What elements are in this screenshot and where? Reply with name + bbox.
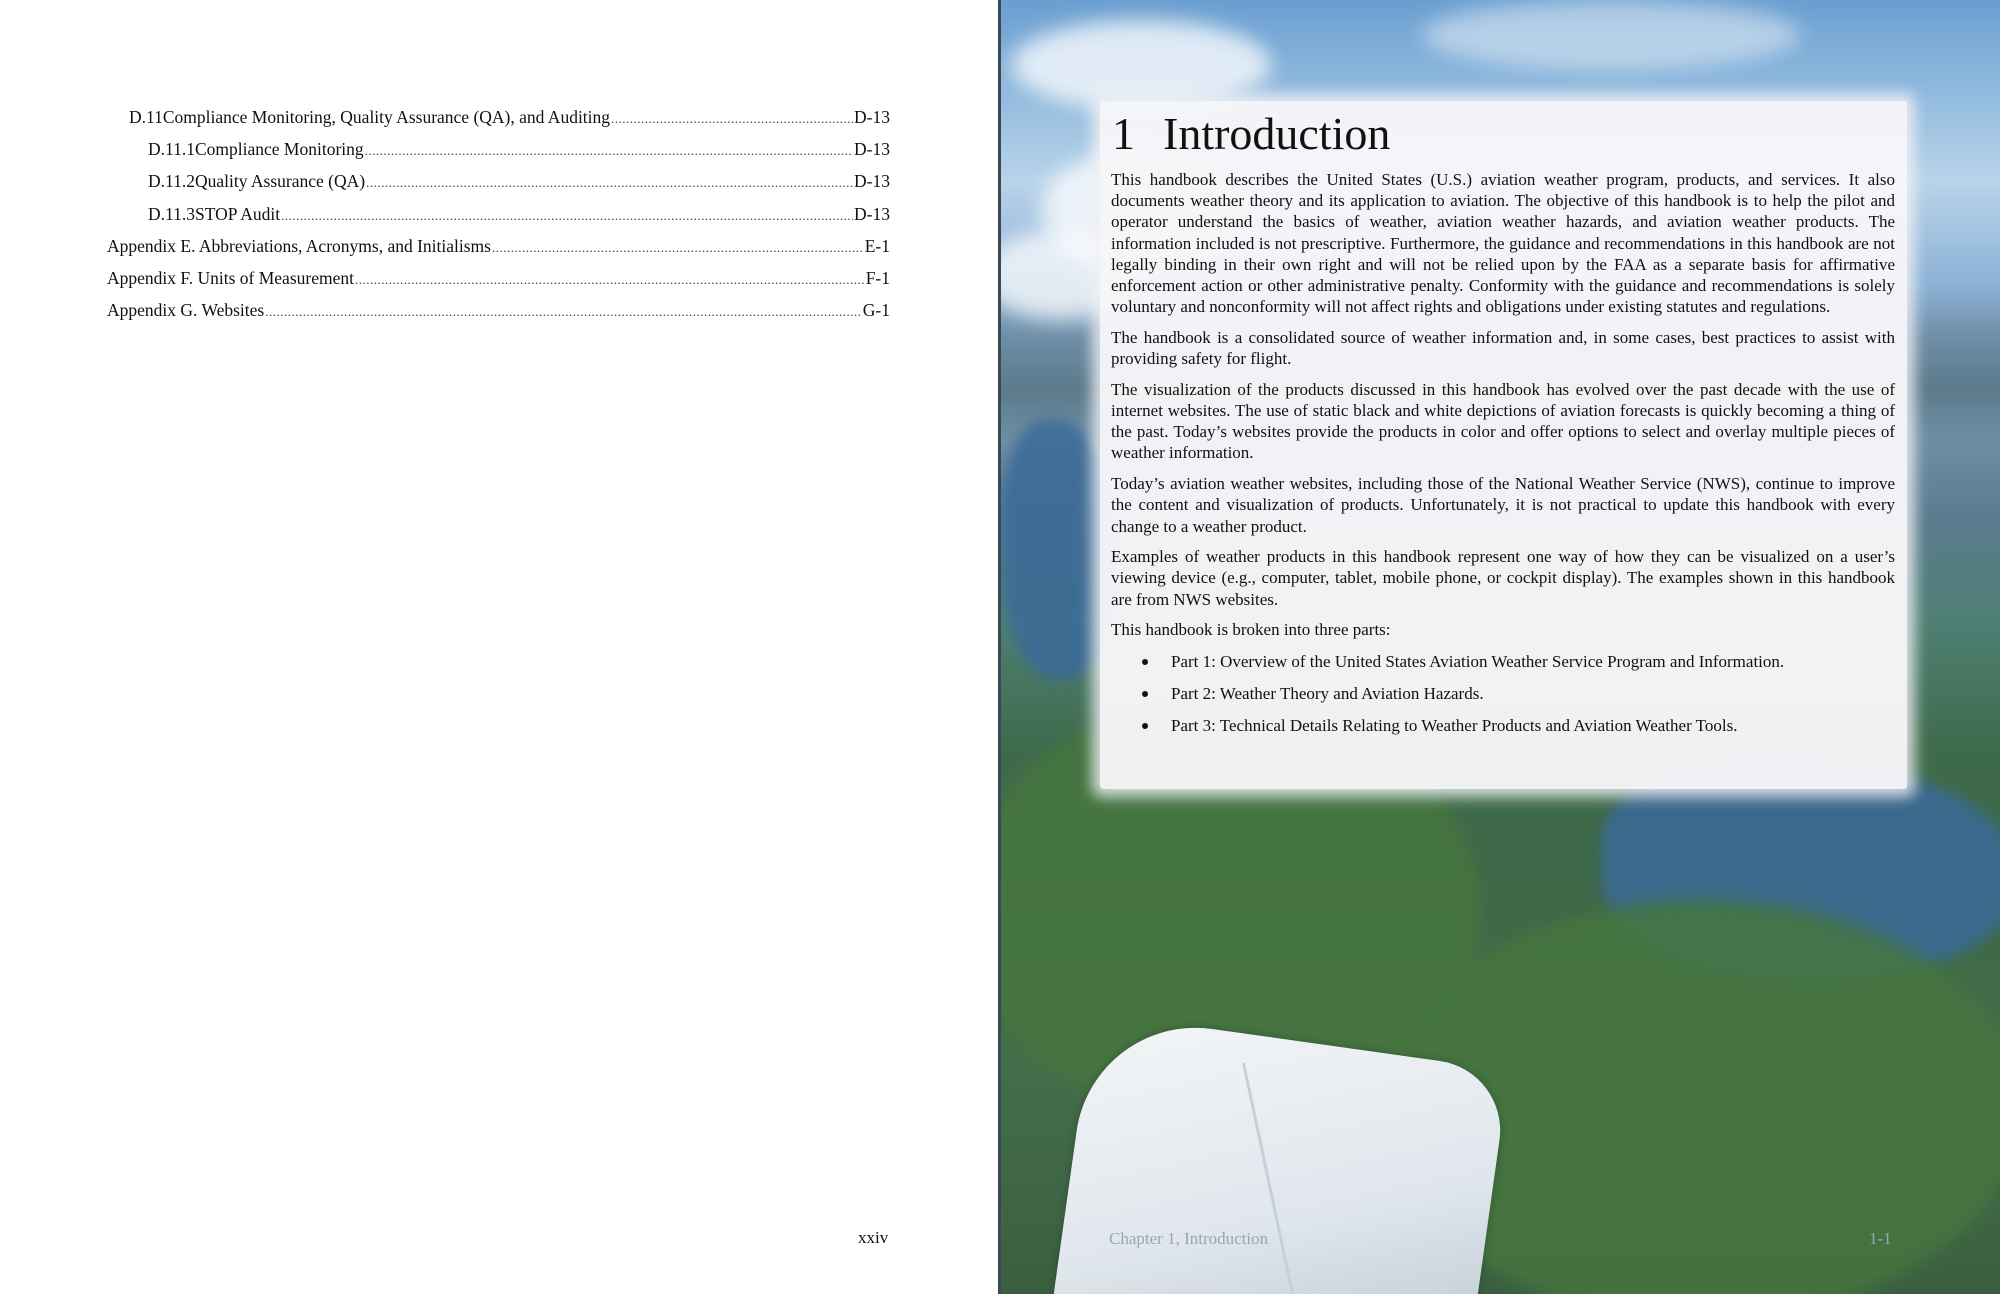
list-item: Part 3: Technical Details Relating to Weather Products and Aviation Weather Tools.	[1111, 715, 1895, 736]
page-number: xxiv	[858, 1228, 889, 1247]
toc-entry-title: Compliance Monitoring, Quality Assurance (QA), and Auditing	[162, 107, 611, 127]
page-number: 1-1	[1869, 1229, 1892, 1248]
toc-entry-page: D-13	[854, 171, 890, 192]
toc-entry-title: Appendix E. Abbreviations, Acronyms, and Initialisms	[107, 235, 491, 256]
toc-entry-title: Appendix F. Units of Measurement	[107, 268, 354, 289]
table-of-contents	[107, 102, 890, 327]
toc-leader-dots	[281, 200, 853, 231]
toc-leader-dots	[366, 167, 853, 198]
list-item: Part 1: Overview of the United States Aviation Weather Service Program and Information.	[1111, 651, 1895, 672]
paragraph: This handbook describes the United States (U.S.) aviation weather program, products, and services. It also documents weather theory and its application to aviation. The objective of this handbook is to help the pilot and operator understand the basics of weather, aviation weather hazards, and aviation weather products. The information included is not prescriptive. Furthermore, the guidance and recommendations in this handbook are not legally binding in their own right and will not be relied upon by the FAA as a separate basis for affirmative enforcement action or other administrative penalty. Conformity with the guidance and recommendations is solely voluntary and nonconformity will not affect rights and obligations under existing statutes and regulations.	[1111, 170, 1895, 317]
toc-leader-dots	[355, 264, 865, 295]
toc-entry-title: Compliance Monitoring	[195, 139, 364, 160]
toc-entry-d11-1[interactable]	[107, 134, 890, 166]
background-cloud	[1421, 0, 1801, 70]
toc-entry-number: D.11.1	[148, 139, 195, 160]
toc-entry-page: D-13	[854, 139, 890, 160]
left-page	[0, 0, 998, 1294]
toc-entry-appendix-f[interactable]	[107, 263, 890, 295]
toc-entry-number: D.11.2	[148, 171, 195, 192]
chapter-number: 1	[1112, 108, 1135, 159]
toc-leader-dots	[611, 103, 853, 134]
right-page	[1001, 0, 2000, 1294]
toc-entry-page: D-13	[854, 203, 890, 224]
paragraph: The handbook is a consolidated source of weather information and, in some cases, best practices to assist with providing safety for flight.	[1111, 327, 1895, 369]
toc-leader-dots	[492, 232, 864, 263]
paragraph: This handbook is broken into three parts:	[1111, 620, 1391, 640]
toc-leader-dots	[265, 296, 862, 327]
paragraph: Today’s aviation weather websites, including those of the National Weather Service (NWS), continue to improve the content and visualization of products. Unfortunately, it is not practical to update this handbook with every change to a weather product.	[1111, 474, 1895, 536]
paragraph: The visualization of the products discussed in this handbook has evolved over the past decade with the use of internet websites. The use of static black and white depictions of aviation forecasts is quickly becoming a thing of the past. Today’s websites provide the products in color and offer options to select and overlay multiple pieces of weather information.	[1111, 379, 1895, 463]
toc-entry-appendix-g[interactable]	[107, 295, 890, 327]
toc-entry-d11[interactable]	[107, 102, 890, 134]
list-item: Part 2: Weather Theory and Aviation Hazards.	[1111, 683, 1895, 704]
footer-chapter-label: Chapter 1, Introduction	[1109, 1229, 1269, 1248]
toc-entry-d11-3[interactable]	[107, 199, 890, 231]
toc-entry-appendix-e[interactable]	[107, 231, 890, 263]
background-cloud	[1011, 20, 1271, 110]
parts-list	[1111, 651, 1895, 736]
toc-entry-title: Quality Assurance (QA)	[195, 171, 366, 192]
toc-entry-number: D.11	[129, 107, 163, 127]
toc-entry-number: D.11.3	[148, 203, 195, 224]
toc-entry-page: D-13	[854, 107, 890, 127]
toc-entry-page: G-1	[862, 300, 890, 321]
chapter-heading	[1112, 106, 1390, 162]
toc-entry-title: Appendix G. Websites	[107, 300, 265, 321]
toc-entry-page: E-1	[864, 235, 890, 256]
toc-entry-page: F-1	[865, 268, 890, 289]
toc-entry-title: STOP Audit	[195, 203, 281, 224]
toc-leader-dots	[365, 135, 853, 166]
paragraph: Examples of weather products in this handbook represent one way of how they can be visualized on a user’s viewing device (e.g., computer, tablet, mobile phone, or cockpit display). The examples shown in this handbook are from NWS websites.	[1111, 547, 1895, 609]
chapter-title: Introduction	[1163, 108, 1391, 159]
intro-body	[1111, 169, 1895, 747]
toc-entry-d11-2[interactable]	[107, 166, 890, 198]
